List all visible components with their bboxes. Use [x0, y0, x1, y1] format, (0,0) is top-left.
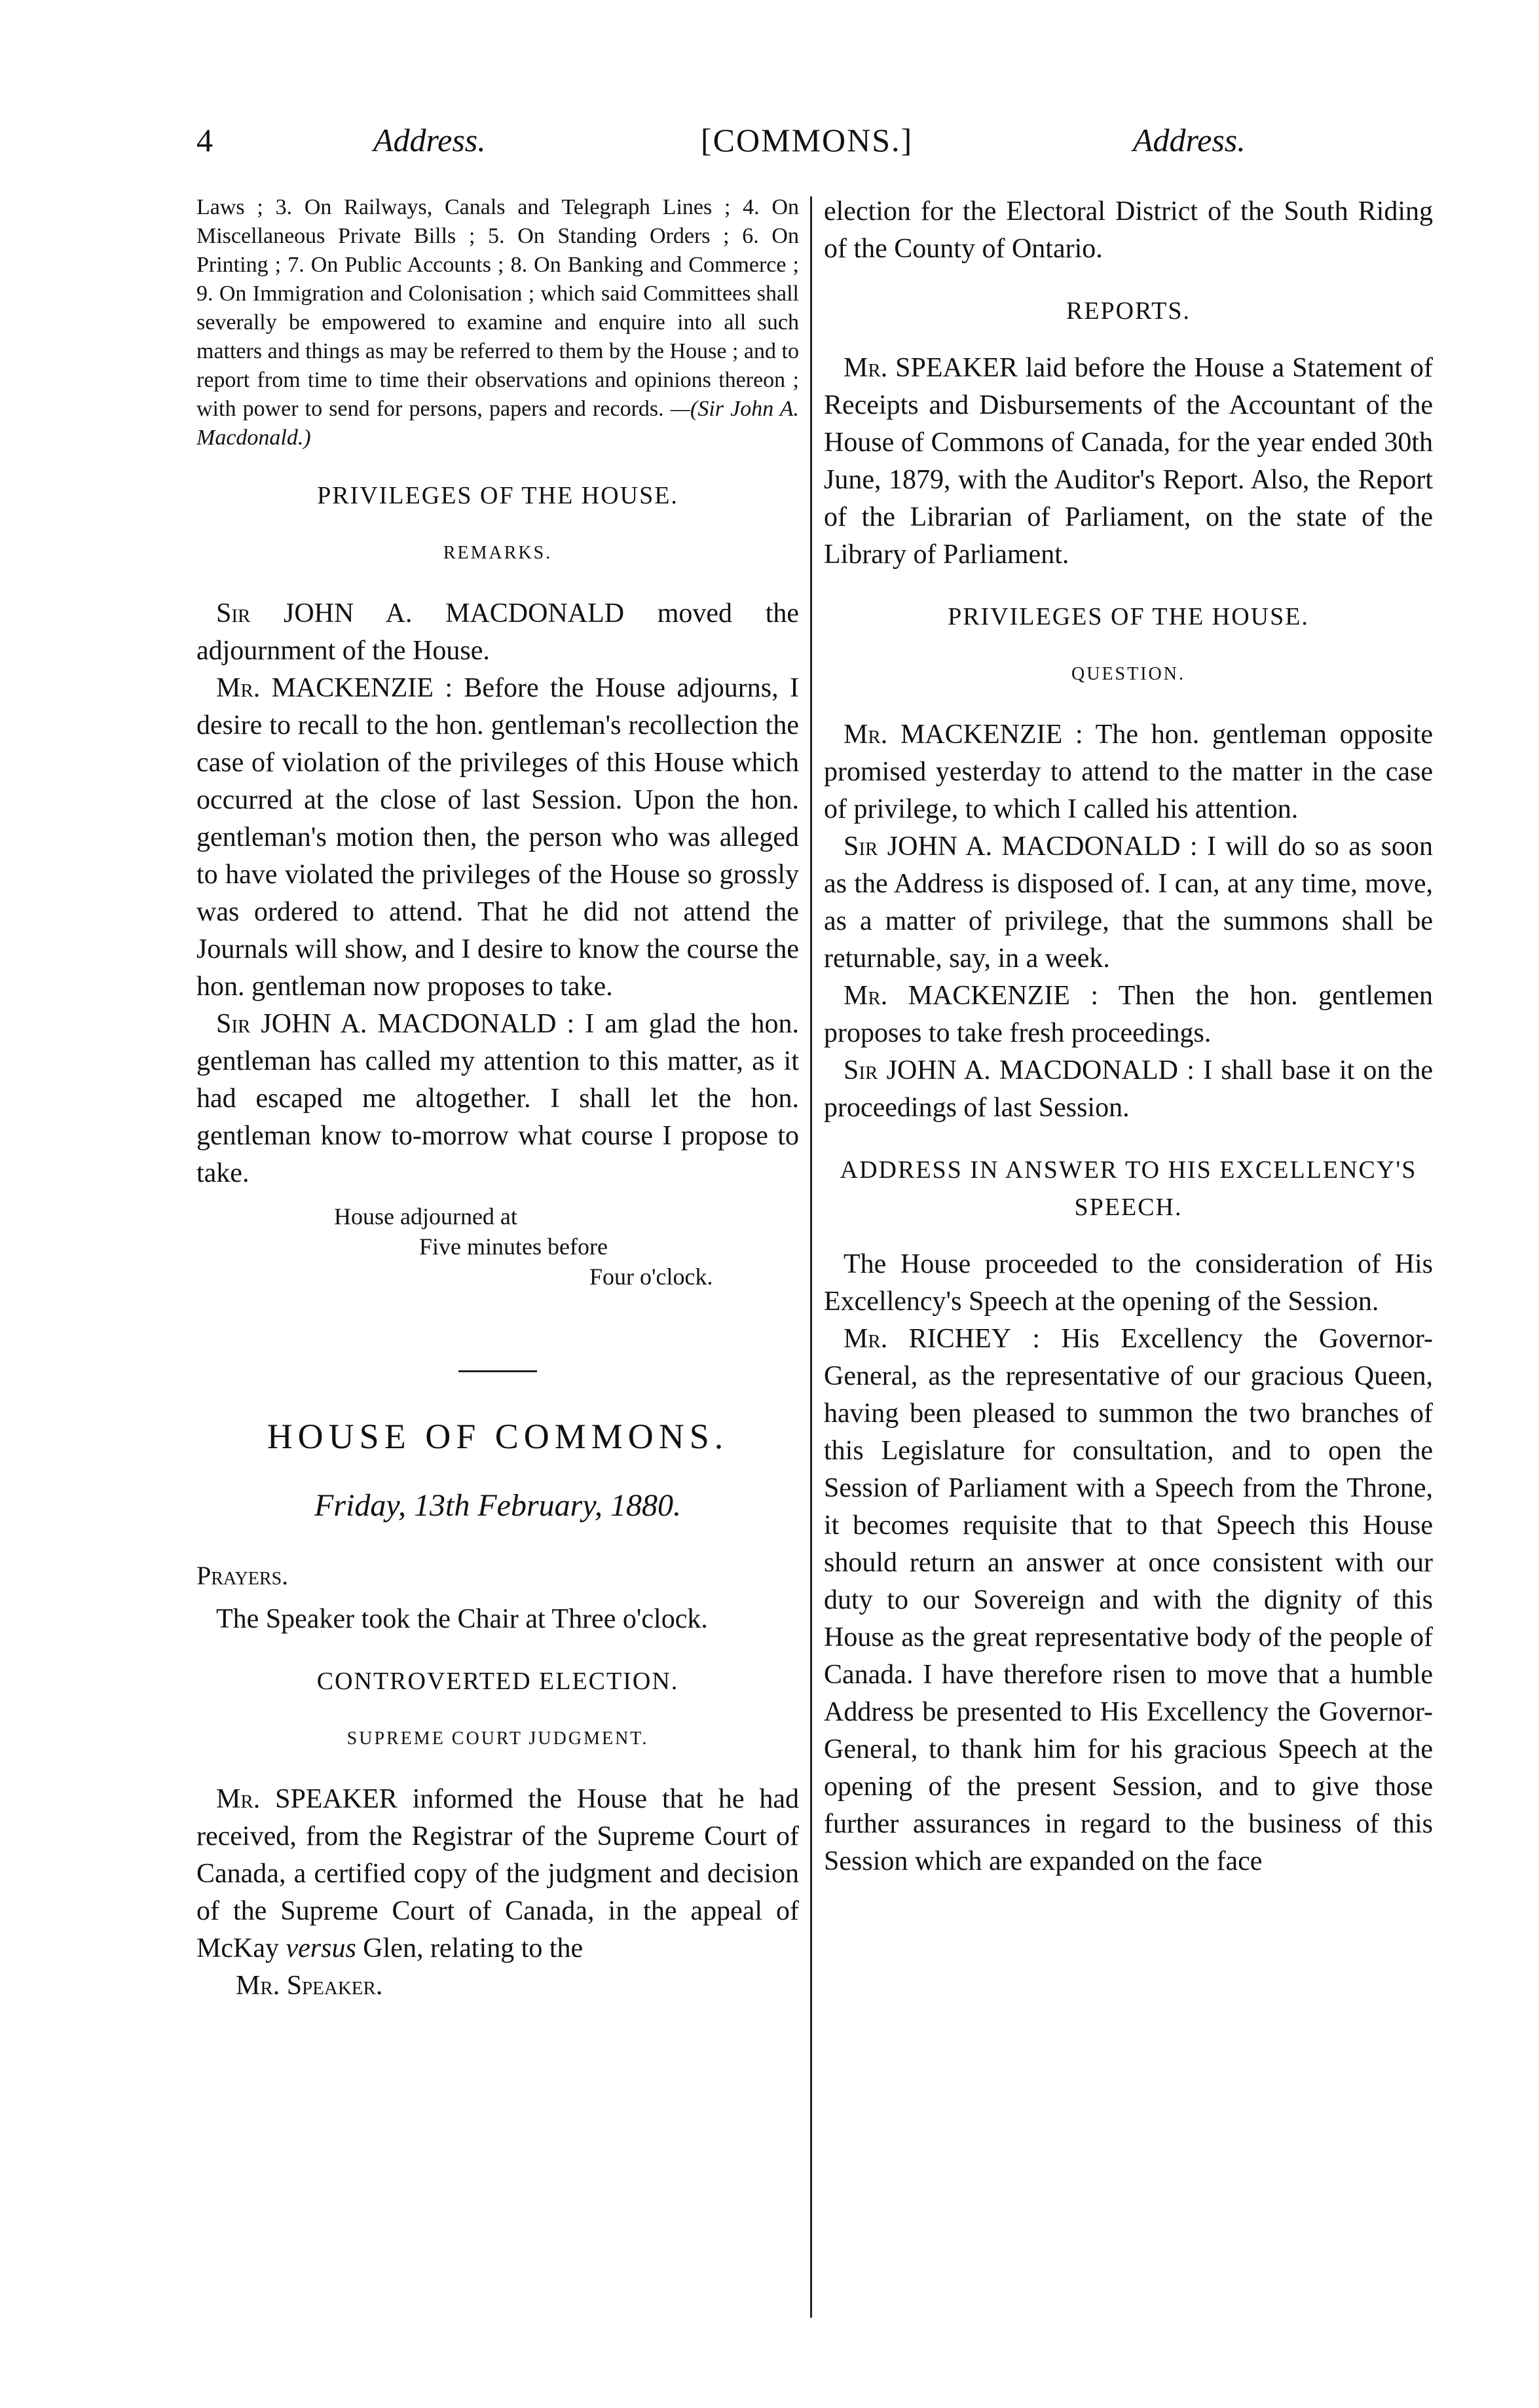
speech-mackenzie-1: [196, 670, 799, 1006]
speech-macdonald-1: [196, 595, 799, 670]
heading-privileges-right: PRIVILEGES OF THE HOUSE.: [948, 603, 1309, 630]
speaker-name: Mr. RICHEY: [844, 1324, 1011, 1354]
speech-macdonald-4: [824, 1052, 1433, 1127]
speaker-name: Mr. MACKENZIE: [844, 981, 1070, 1011]
header-left-title: Address.: [373, 122, 486, 158]
speaker-name: Sir JOHN A. MACDONALD: [216, 598, 625, 629]
speech-text-end: Glen, relating to the: [363, 1933, 584, 1963]
speaker-name: Sir JOHN A. MACDONALD: [844, 831, 1181, 862]
speaker-name: Sir JOHN A. MACDONALD: [216, 1009, 557, 1039]
right-column: [824, 193, 1433, 1880]
committee-attribution: —(Sir John A. Macdonald.): [196, 397, 800, 450]
speaker-name: Mr. MACKENZIE: [216, 673, 434, 703]
speech-speaker-reports: [824, 350, 1433, 574]
speech-text: moved the adjournment of the House.: [196, 598, 800, 666]
speech-text: : The hon. gentleman opposite promised yesterday to attend to the matter in the case of privilege, to which I called his attention.: [824, 720, 1433, 824]
speech-richey: [824, 1321, 1433, 1880]
heading-reports: REPORTS.: [1066, 297, 1191, 325]
speech-text: : I will do so as soon as the Address is disposed of. I can, at any time, move, as a matter of privilege, that the summons shall be returnable, say, in a week.: [824, 831, 1434, 974]
subheading-remarks: REMARKS.: [443, 543, 553, 563]
speaker-name: Mr. SPEAKER: [844, 353, 1018, 383]
adjournment-note: [196, 1201, 799, 1292]
prayers-label: Prayers.: [196, 1561, 289, 1590]
speech-text: : I am glad the hon. gentleman has called my attention to this matter, as it had escaped me altogether. I shall let the hon. gentleman know to-morrow what course I propose to take.: [196, 1009, 800, 1188]
speech-speaker-1: [196, 1781, 799, 1967]
left-column: [196, 193, 799, 2005]
speech-macdonald-3: [824, 828, 1433, 977]
heading-address-answer: ADDRESS IN ANSWER TO HIS EXCELLENCY'S SPEECH.: [840, 1156, 1417, 1221]
heading-controverted-election: CONTROVERTED ELECTION.: [316, 1668, 679, 1695]
consideration-paragraph: The House proceeded to the consideration of His Excellency's Speech at the opening of the Session.: [824, 1249, 1433, 1317]
speaker-name: Mr. MACKENZIE: [844, 720, 1063, 750]
session-date: Friday, 13th February, 1880.: [314, 1488, 681, 1523]
versus-word: versus: [286, 1933, 356, 1963]
running-header: [196, 121, 1441, 173]
committee-text: Laws ; 3. On Railways, Canals and Telegraph Lines ; 4. On Miscellaneous Private Bills ; 5. On Standing Orders ; 6. On Printing ; 7. On Public Accounts ; 8. On Banking and Commerce ; 9. On Immigration and Colonisation ; which said Committees shall severally be empowered to examine and enquire into all such matters and things as may be referred to them by the House ; and to report from time to time their observations and opinions thereon ; with power to send for persons, papers and records.: [196, 195, 799, 421]
heading-privileges: PRIVILEGES OF THE HOUSE.: [317, 482, 678, 509]
adjournment-line-3: Four o'clock.: [589, 1264, 713, 1290]
subheading-supreme-court: SUPREME COURT JUDGMENT.: [346, 1728, 649, 1749]
speech-text: : Before the House adjourns, I desire to recall to the hon. gentleman's recollection the case of violation of the privileges of this House which occurred at the close of last Session. Upon the hon. gentleman's motion then, the person who was alleged to have violated the privileges of the House so grossly was ordered to attend. That he did not attend the Journals will show, and I desire to know the course the hon. gentleman now proposes to take.: [196, 673, 800, 1002]
header-right-title: Address.: [1133, 122, 1246, 158]
speech-text: informed the House that he had received, from the Registrar of the Supreme Court of Canada, a certified copy of the judgment and decision of the Supreme Court of Canada, in the appeal of McKay: [196, 1784, 800, 1963]
header-center-title: [COMMONS.]: [701, 122, 914, 158]
speaker-name: Mr. SPEAKER: [216, 1784, 398, 1814]
speech-mackenzie-2: [824, 716, 1433, 828]
chair-paragraph: The Speaker took the Chair at Three o'clock.: [216, 1604, 708, 1634]
subheading-question: QUESTION.: [1071, 664, 1185, 684]
committee-paragraph: [196, 193, 799, 452]
speech-mackenzie-3: [824, 977, 1433, 1052]
speech-macdonald-2: [196, 1006, 799, 1192]
adjournment-line-1: House adjourned at: [334, 1203, 517, 1230]
section-divider: [458, 1370, 537, 1372]
page-number: 4: [196, 122, 213, 158]
column-divider: [810, 196, 812, 2318]
speech-text: : Then the hon. gentlemen proposes to take fresh proceedings.: [824, 981, 1434, 1048]
adjournment-line-2: Five minutes before: [419, 1233, 608, 1260]
speech-text: : His Excellency the Governor-General, as the representative of our gracious Queen, having been pleased to summon the two branches of this Legislature for consultation, and to open the Session of Parliament with a Speech from the Throne, it becomes requisite that to that Speech this House should return an answer at once consistent with our duty to our Sovereign and with the dignity of this House as the great representative body of the people of Canada. I have therefore risen to move that a humble Address be presented to His Excellency the Governor-General, to thank him for his gracious Speech at the opening of the present Session, and to give those further assurances in regard to the business of this Session which are expanded on the face: [824, 1324, 1433, 1876]
speech-text: : I shall base it on the proceedings of last Session.: [824, 1055, 1433, 1123]
speaker-signature: Mr. Speaker.: [236, 1971, 383, 2001]
speaker-name: Sir JOHN A. MACDONALD: [844, 1055, 1178, 1085]
house-title: HOUSE OF COMMONS.: [267, 1417, 729, 1456]
continuation-paragraph: election for the Electoral District of the South Riding of the County of Ontario.: [824, 196, 1433, 264]
speech-text: laid before the House a Statement of Receipts and Disbursements of the Accountant of the House of Commons of Canada, for the year ended 30th June, 1879, with the Auditor's Report. Also, the Report of the Librarian of Parliament, on the state of the Library of Parliament.: [824, 353, 1434, 570]
